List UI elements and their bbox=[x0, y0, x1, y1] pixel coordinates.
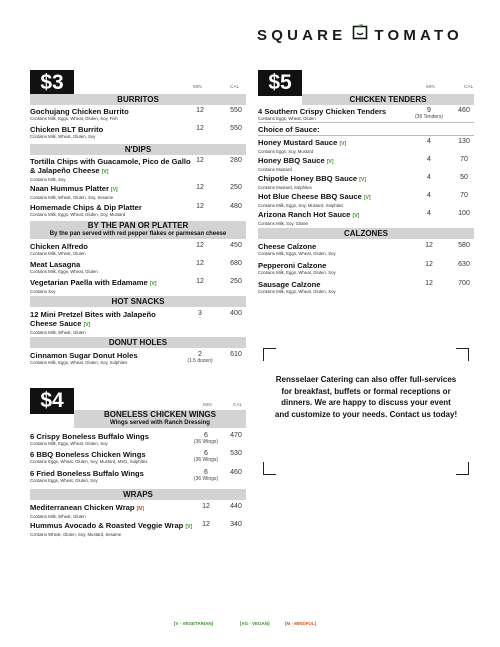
menu-item bbox=[258, 242, 408, 257]
item-cal: 460 bbox=[458, 107, 470, 114]
min-value: 6 bbox=[204, 432, 208, 439]
item-min bbox=[188, 469, 224, 482]
menu-item bbox=[30, 184, 190, 201]
catering-callout bbox=[263, 348, 469, 475]
item-allergens: Contains Mustard, Sulphites bbox=[258, 185, 312, 190]
menu-item bbox=[30, 157, 195, 183]
menu-item bbox=[30, 310, 190, 336]
brand-right: TOMATO bbox=[374, 26, 463, 44]
item-name: Pepperoni Calzone bbox=[258, 261, 327, 270]
band-subtitle: Wings served with Ranch Dressing bbox=[110, 420, 210, 426]
item-cal: 610 bbox=[230, 351, 242, 358]
cal-header: CAL bbox=[464, 84, 474, 89]
item-min: 12 bbox=[425, 261, 433, 268]
item-min: 12 bbox=[196, 157, 204, 164]
item-name: Hot Blue Cheese BBQ Sauce bbox=[258, 192, 362, 201]
item-allergens: Contains Milk, Eggs, Wheat, Gluten, Soy, Sulphites bbox=[30, 360, 128, 365]
item-name: Cheese Calzone bbox=[258, 242, 317, 251]
item-name: Honey Mustard Sauce bbox=[258, 138, 338, 147]
catering-text: Rensselaer Catering can also offer full-services for breakfast, buffets or formal receptions or dinners. We are happy to discuss your event and customize to your needs. Contact us today! bbox=[274, 375, 458, 419]
item-allergens: Contains Milk, Wheat, Gluten, Soy, Sesame bbox=[30, 195, 114, 200]
cal-header: CAL bbox=[230, 84, 240, 89]
min-sub: (36 Wings) bbox=[193, 476, 219, 482]
menu-item bbox=[30, 125, 190, 140]
item-cal: 340 bbox=[230, 521, 242, 528]
item-cal: 530 bbox=[230, 450, 242, 457]
item-allergens: Contains Milk, Eggs, Soy, Mustard, Sulphites bbox=[258, 203, 344, 208]
item-cal: 550 bbox=[230, 107, 242, 114]
min-sub: (36 Wings) bbox=[193, 439, 219, 445]
menu-item bbox=[30, 203, 190, 218]
item-min bbox=[188, 450, 224, 463]
vegetarian-tag: [V] bbox=[185, 524, 193, 530]
item-min: 12 bbox=[425, 280, 433, 287]
item-min: 12 bbox=[425, 242, 433, 249]
menu-item bbox=[258, 261, 408, 276]
item-cal: 100 bbox=[458, 210, 470, 217]
min-sub: (1.5 dozen) bbox=[187, 358, 213, 364]
item-cal: 470 bbox=[230, 432, 242, 439]
menu-item bbox=[30, 107, 190, 122]
item-min bbox=[188, 432, 224, 445]
band-title: BY THE PAN OR PLATTER bbox=[87, 221, 189, 230]
item-name: Cinnamon Sugar Donut Holes bbox=[30, 351, 138, 360]
item-allergens: Contains Mustard bbox=[258, 167, 292, 172]
menu-item bbox=[30, 242, 190, 257]
vegetarian-tag: [V] bbox=[326, 159, 334, 165]
item-allergens: Contains Milk, Eggs, Wheat, Gluten, Soy bbox=[258, 289, 336, 294]
item-name-cont: Cheese Sauce bbox=[30, 319, 82, 328]
menu-item bbox=[30, 450, 190, 465]
min-header: MIN bbox=[203, 402, 212, 407]
item-cal: 700 bbox=[458, 280, 470, 287]
menu-item bbox=[30, 260, 190, 275]
item-allergens: Contains Eggs, Wheat, Gluten bbox=[258, 116, 316, 121]
band-title: BONELESS CHICKEN WINGS bbox=[103, 410, 216, 419]
item-allergens: Contains Milk, Soy, Gluten bbox=[258, 221, 309, 226]
item-min: 12 bbox=[202, 521, 210, 528]
vegetarian-tag: [V] bbox=[111, 187, 118, 193]
menu-item bbox=[30, 503, 190, 520]
item-min: 4 bbox=[427, 192, 431, 199]
vegetarian-tag: [V] bbox=[149, 281, 157, 287]
item-min: 12 bbox=[196, 203, 204, 210]
item-name: Chipotle Honey BBQ Sauce bbox=[258, 174, 358, 183]
band-chicken-tenders: CHICKEN TENDERS bbox=[302, 94, 474, 105]
item-cal: 400 bbox=[230, 310, 242, 317]
item-min bbox=[407, 107, 451, 120]
item-min: 4 bbox=[427, 210, 431, 217]
vegetarian-tag: [V] bbox=[101, 169, 109, 175]
band-burritos: BURRITOS bbox=[30, 94, 246, 105]
price-badge: $4 bbox=[30, 388, 74, 414]
vegetarian-tag: [V] bbox=[339, 141, 347, 147]
menu-item bbox=[30, 521, 200, 538]
corner-mark bbox=[263, 462, 276, 475]
legend-vegetarian: [V - VEGETARIAN] bbox=[174, 621, 214, 626]
item-name: Homemade Chips & Dip Platter bbox=[30, 203, 142, 212]
divider bbox=[258, 135, 474, 136]
menu-item bbox=[30, 351, 190, 366]
mindful-tag: [M] bbox=[136, 506, 145, 512]
item-min: 12 bbox=[196, 184, 204, 191]
menu-item bbox=[258, 210, 408, 227]
menu-item bbox=[30, 278, 190, 295]
legend-vegan: [VG - VEGAN] bbox=[240, 621, 270, 626]
item-allergens: Contains Milk, Wheat, Gluten bbox=[30, 514, 86, 519]
brand-logo bbox=[257, 26, 463, 46]
item-cal: 550 bbox=[230, 125, 242, 132]
item-name-cont: & Jalapeño Cheese bbox=[30, 166, 100, 175]
min-value: 2 bbox=[198, 351, 202, 358]
item-min: 12 bbox=[196, 278, 204, 285]
item-name: Chicken BLT Burrito bbox=[30, 125, 104, 134]
item-allergens: Contains Milk, Wheat, Gluten bbox=[30, 330, 86, 335]
price-badge: $5 bbox=[258, 70, 302, 96]
item-allergens: Contains Wheat, Gluten, Soy, Mustard, Sesame bbox=[30, 532, 122, 537]
item-allergens: Contains Milk, Eggs, Wheat, Gluten, Soy, Mustard bbox=[30, 212, 126, 217]
menu-item bbox=[258, 174, 408, 191]
item-cal: 680 bbox=[230, 260, 242, 267]
item-name: Chicken Alfredo bbox=[30, 242, 88, 251]
item-min: 12 bbox=[196, 260, 204, 267]
item-cal: 250 bbox=[230, 184, 242, 191]
item-allergens: Contains Milk, Eggs, Wheat, Gluten, Soy bbox=[30, 441, 108, 446]
item-allergens: Contains Eggs, Wheat, Gluten, Soy bbox=[30, 478, 98, 483]
item-min: 4 bbox=[427, 138, 431, 145]
corner-mark bbox=[456, 462, 469, 475]
band-wraps: WRAPS bbox=[30, 489, 246, 500]
item-cal: 130 bbox=[458, 138, 470, 145]
item-cal: 70 bbox=[460, 156, 468, 163]
item-cal: 440 bbox=[230, 503, 242, 510]
min-value: 6 bbox=[204, 469, 208, 476]
item-allergens: Contains Milk, Eggs, Wheat, Gluten bbox=[30, 269, 98, 274]
item-min: 4 bbox=[427, 174, 431, 181]
item-cal: 630 bbox=[458, 261, 470, 268]
choice-text: Choice of Sauce: bbox=[258, 125, 320, 134]
menu-item bbox=[258, 280, 408, 295]
band-boneless-wings bbox=[74, 410, 246, 428]
item-min: 4 bbox=[427, 156, 431, 163]
band-hot-snacks: HOT SNACKS bbox=[30, 296, 246, 307]
item-name: 12 Mini Pretzel Bites with Jalapeño bbox=[30, 310, 156, 319]
item-cal: 280 bbox=[230, 157, 242, 164]
price-badge: $3 bbox=[30, 70, 74, 96]
min-header: MIN bbox=[426, 84, 435, 89]
item-cal: 580 bbox=[458, 242, 470, 249]
band-donut-holes: DONUT HOLES bbox=[30, 337, 246, 348]
sauce-choice-label bbox=[258, 125, 418, 134]
min-header: MIN bbox=[193, 84, 202, 89]
min-sub: (36 Tenders) bbox=[415, 114, 443, 120]
min-sub: (36 Wings) bbox=[193, 457, 219, 463]
band-calzones: CALZONES bbox=[258, 228, 474, 239]
min-value: 6 bbox=[204, 450, 208, 457]
vegetarian-tag: [V] bbox=[359, 177, 366, 183]
menu-item bbox=[30, 469, 190, 484]
menu-item bbox=[30, 432, 190, 447]
item-allergens: Contains Milk, Eggs, Wheat, Gluten, Soy bbox=[258, 270, 336, 275]
vegetarian-tag: [V] bbox=[83, 322, 91, 328]
item-cal: 70 bbox=[460, 192, 468, 199]
item-allergens: Contains Milk, Wheat, Gluten, Soy bbox=[30, 134, 96, 139]
item-name: 4 Southern Crispy Chicken Tenders bbox=[258, 107, 387, 116]
item-allergens: Contains Milk, Wheat, Gluten bbox=[30, 251, 86, 256]
divider bbox=[258, 122, 474, 123]
item-cal: 50 bbox=[460, 174, 468, 181]
item-allergens: Contains Milk, Soy bbox=[30, 177, 66, 182]
menu-item bbox=[258, 138, 408, 155]
item-name: Naan Hummus Platter bbox=[30, 184, 109, 193]
brand-left: SQUARE bbox=[257, 26, 347, 44]
item-name: Sausage Calzone bbox=[258, 280, 321, 289]
corner-mark bbox=[263, 348, 276, 361]
item-min: 12 bbox=[196, 107, 204, 114]
item-name: Mediterranean Chicken Wrap bbox=[30, 503, 135, 512]
item-name: Arizona Ranch Hot Sauce bbox=[258, 210, 351, 219]
menu-item bbox=[258, 107, 408, 122]
item-min: 3 bbox=[198, 310, 202, 317]
item-cal: 450 bbox=[230, 242, 242, 249]
item-allergens: Contains Eggs, Soy, Mustard bbox=[258, 149, 314, 154]
item-cal: 250 bbox=[230, 278, 242, 285]
menu-item bbox=[258, 192, 408, 209]
band-subtitle: By the pan served with red pepper flakes or parmesan cheese bbox=[49, 231, 227, 237]
menu-item bbox=[258, 156, 408, 173]
item-cal: 480 bbox=[230, 203, 242, 210]
legend-mindful: [M - MINDFUL] bbox=[285, 621, 316, 626]
item-min: 12 bbox=[196, 242, 204, 249]
band-ndips: N'DIPS bbox=[30, 144, 246, 155]
item-min bbox=[180, 351, 220, 364]
item-name: Tortilla Chips with Guacamole, Pico de Gallo bbox=[30, 157, 191, 166]
item-name: 6 BBQ Boneless Chicken Wings bbox=[30, 450, 146, 459]
min-value: 9 bbox=[427, 107, 431, 114]
item-min: 12 bbox=[196, 125, 204, 132]
band-pan-platter bbox=[30, 221, 246, 239]
item-name: Vegetarian Paella with Edamame bbox=[30, 278, 148, 287]
item-name: Meat Lasagna bbox=[30, 260, 81, 269]
item-name: Honey BBQ Sauce bbox=[258, 156, 325, 165]
tomato-icon bbox=[352, 24, 368, 44]
item-name: Gochujang Chicken Burrito bbox=[30, 107, 129, 116]
item-allergens: Contains Milk, Eggs, Wheat, Gluten, Soy bbox=[258, 251, 336, 256]
item-name: Hummus Avocado & Roasted Veggie Wrap bbox=[30, 521, 184, 530]
item-allergens: Contains Milk, Eggs, Wheat, Gluten, Soy, Fish bbox=[30, 116, 118, 121]
item-name: 6 Crispy Boneless Buffalo Wings bbox=[30, 432, 149, 441]
item-allergens: Contains Eggs, Wheat, Gluten, Soy, Mustard, MSG, Sulphites bbox=[30, 459, 148, 464]
corner-mark bbox=[456, 348, 469, 361]
item-min: 12 bbox=[202, 503, 210, 510]
item-cal: 460 bbox=[230, 469, 242, 476]
vegetarian-tag: [V] bbox=[352, 213, 360, 219]
item-name: 6 Fried Boneless Buffalo Wings bbox=[30, 469, 144, 478]
cal-header: CAL bbox=[233, 402, 243, 407]
item-allergens: Contains Soy bbox=[30, 289, 56, 294]
vegetarian-tag: [V] bbox=[363, 195, 371, 201]
